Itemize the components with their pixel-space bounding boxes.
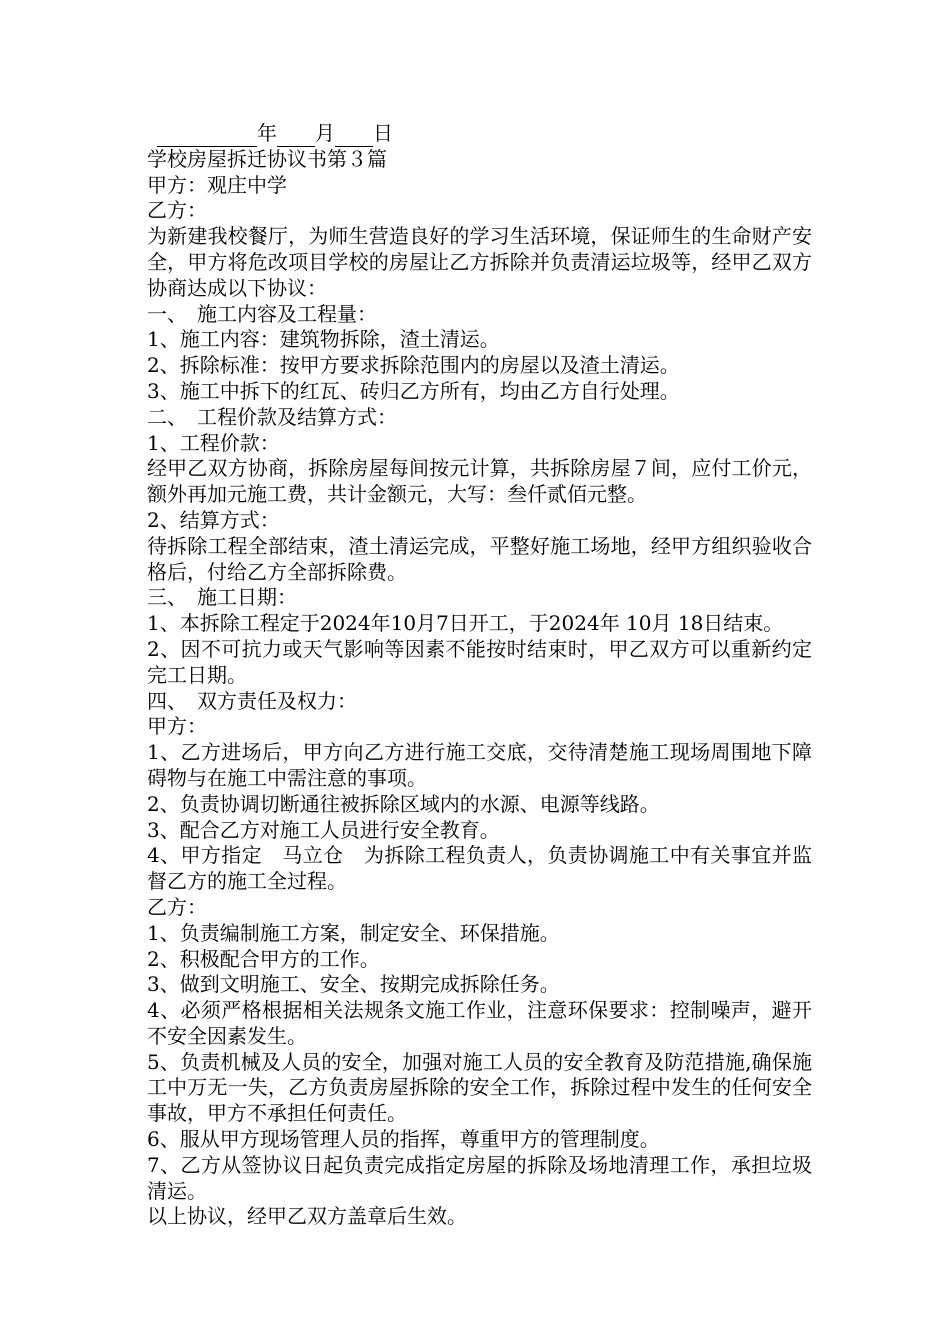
closing-statement: 以上协议，经甲乙双方盖章后生效。 <box>147 1204 467 1229</box>
settle-label: 2、结算方式： <box>147 507 280 532</box>
party-a-item: 4、甲方指定 马立仓 为拆除工程负责人，负责协调施工中有关事宜并监督乙方的施工全过程。 <box>147 843 812 894</box>
month-blank <box>277 126 315 147</box>
party-b-name: 乙方： <box>147 198 207 223</box>
date-line <box>147 121 812 147</box>
document-title: 学校房屋拆迁协议书第３篇 <box>147 146 387 171</box>
day-label: 日 <box>373 121 393 145</box>
party-a-item: 2、负责协调切断通往被拆除区域内的水源、电源等线路。 <box>147 791 660 816</box>
party-b-item: 3、做到文明施工、安全、按期完成拆除任务。 <box>147 972 560 997</box>
section3-item: 2、因不可抗力或天气影响等因素不能按时结束时，甲乙双方可以重新约定完工日期。 <box>147 636 812 687</box>
party-b-item: 6、服从甲方现场管理人员的指挥，尊重甲方的管理制度。 <box>147 1127 660 1152</box>
section2-heading: 二、 工程价款及结算方式： <box>147 404 397 429</box>
day-blank <box>335 126 373 147</box>
party-b-label: 乙方： <box>147 894 207 919</box>
party-a-name: 甲方：观庄中学 <box>147 172 287 197</box>
section1-item: 1、施工内容：建筑物拆除，渣土清运。 <box>147 327 500 352</box>
party-b-item: 2、积极配合甲方的工作。 <box>147 946 380 971</box>
party-a-label: 甲方： <box>147 714 207 739</box>
document-body <box>147 121 812 1230</box>
section3-heading: 三、 施工日期： <box>147 585 297 610</box>
party-b-item: 7、乙方从签协议日起负责完成指定房屋的拆除及场地清理工作，承担垃圾清运。 <box>147 1152 812 1203</box>
section1-heading: 一、 施工内容及工程量： <box>147 301 377 326</box>
settle-paragraph: 待拆除工程全部结束，渣土清运完成，平整好施工场地，经甲方组织验收合格后，付给乙方全部拆除费。 <box>147 533 812 584</box>
party-b-item: 5、负责机械及人员的安全，加强对施工人员的安全教育及防范措施,确保施工中万无一失，乙方负责房屋拆除的安全工作，拆除过程中发生的任何安全事故，甲方不承担任何责任。 <box>147 1049 812 1126</box>
section1-item: 3、施工中拆下的红瓦、砖归乙方所有，均由乙方自行处理。 <box>147 378 680 403</box>
price-paragraph: 经甲乙双方协商，拆除房屋每间按元计算，共拆除房屋７间，应付工价元，额外再加元施工费，共计金额元，大写：叁仟贰佰元整。 <box>147 456 812 507</box>
month-label: 月 <box>315 121 335 145</box>
intro-paragraph: 为新建我校餐厅，为师生营造良好的学习生活环境，保证师生的生命财产安全，甲方将危改项目学校的房屋让乙方拆除并负责清运垃圾等，经甲乙双方协商达成以下协议： <box>147 224 812 300</box>
party-a-item: 1、乙方进场后，甲方向乙方进行施工交底，交待清楚施工现场周围地下障碍物与在施工中需注意的事项。 <box>147 740 812 790</box>
section4-heading: 四、 双方责任及权力： <box>147 688 357 713</box>
year-label: 年 <box>257 121 277 145</box>
party-b-item: 4、必须严格根据相关法规条文施工作业，注意环保要求：控制噪声，避开不安全因素发生。 <box>147 998 812 1048</box>
party-a-item: 3、配合乙方对施工人员进行安全教育。 <box>147 817 500 842</box>
party-b-item: 1、负责编制施工方案，制定安全、环保措施。 <box>147 920 560 945</box>
year-blank <box>157 126 257 147</box>
section3-item: 1、本拆除工程定于2024年10月7日开工，于2024年 10月 18日结束。 <box>147 611 784 636</box>
price-label: 1、工程价款： <box>147 430 280 455</box>
section1-item: 2、拆除标准：按甲方要求拆除范围内的房屋以及渣土清运。 <box>147 353 680 378</box>
